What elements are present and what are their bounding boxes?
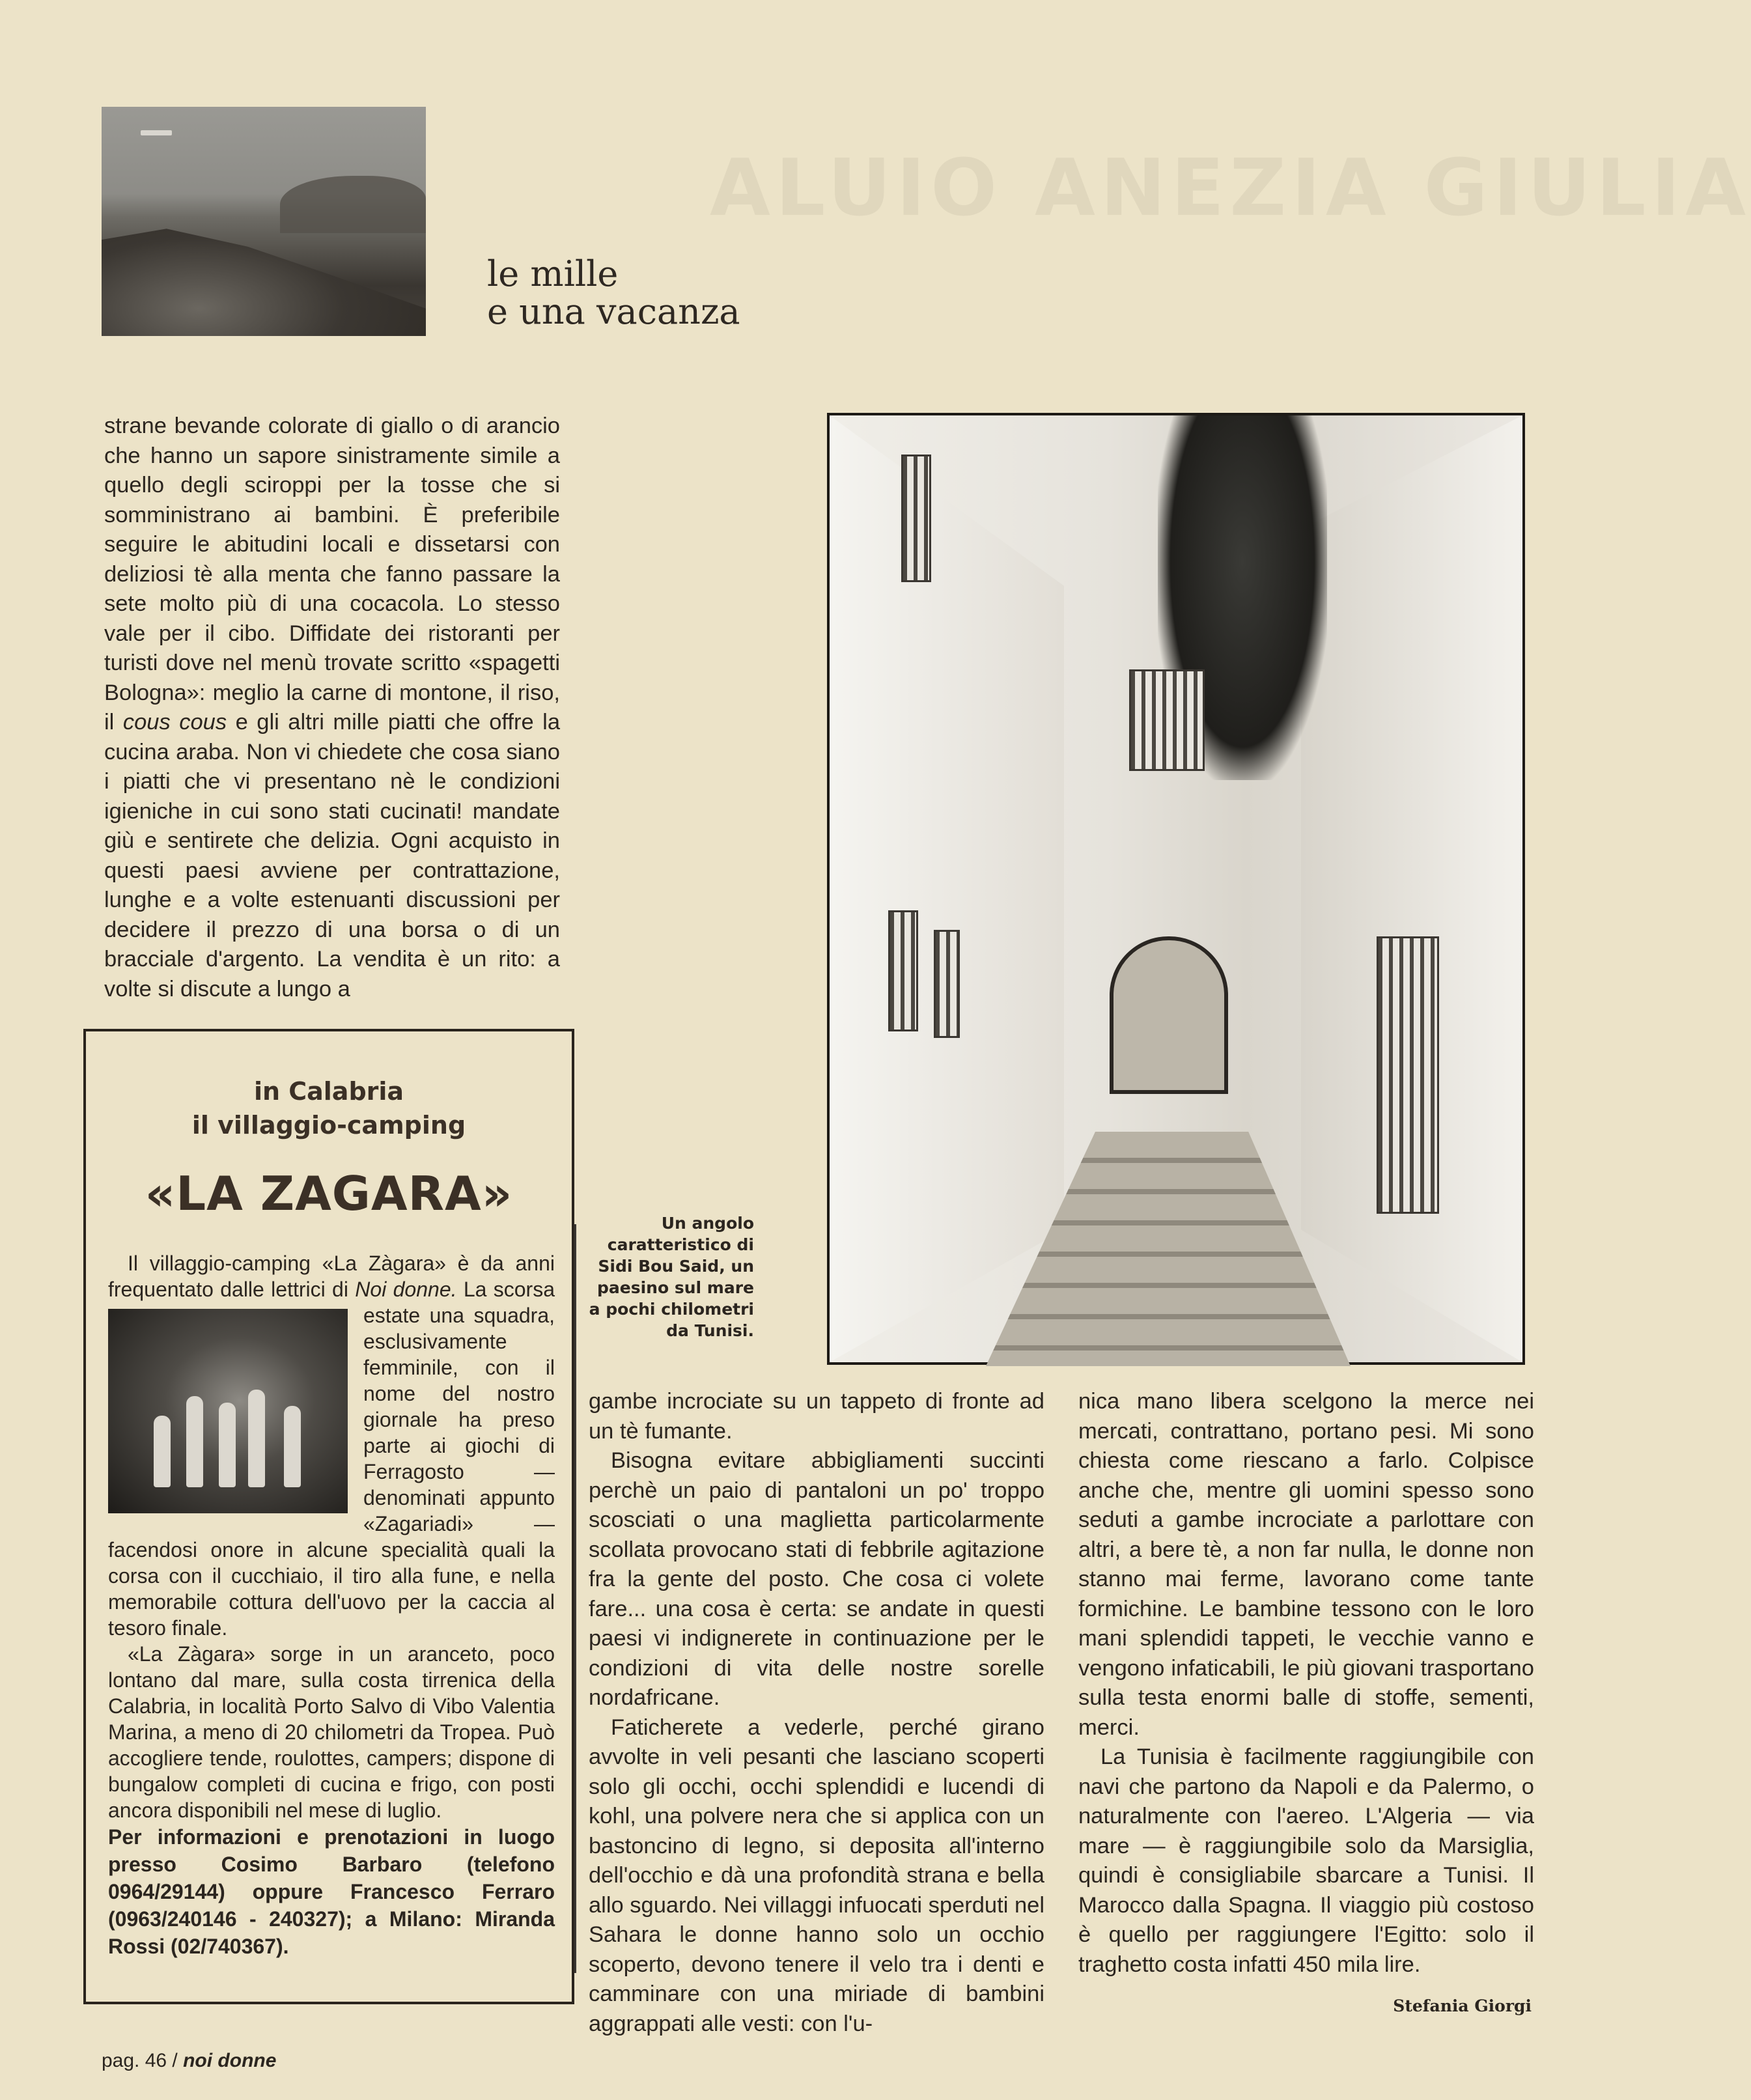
window-grille	[888, 910, 918, 1031]
emphasis: Noi donne.	[355, 1278, 457, 1301]
paragraph: gambe incrociate su un tappeto di fronte ad un tè fumante.	[589, 1389, 1044, 1444]
page-footer	[102, 2050, 276, 2072]
box-subtitle-2: il villaggio-camping	[191, 1111, 466, 1140]
left-text-column	[104, 412, 560, 1004]
figure-shape	[154, 1416, 171, 1487]
arched-door	[1110, 936, 1228, 1094]
paragraph: strane bevande colorate di giallo o di arancio che hanno un sapore sinistramente simile a quello degli sciroppi per la tosse che si somministrano ai bambini. È preferibile seguire le abitudini locali e dissetarsi con deliziosi tè alla menta che fanno passare la sete molto più di una cocacola. Lo stesso vale per il cibo. Diffidate dei ristoranti per turisti dove nel menù trovate scritto «spagetti Bologna»: meglio la carne di montone, il riso, il cous cous e gli altri mille piatti che offre la cucina araba. Non vi chiedete che cosa siano i piatti che vi presentano nè le condizioni igieniche in cui sono stati cucinati! mandate giù e sentirete che delizia. Ogni acquisto in questi paesi avviene per contrattazione, lunghe e a volte estenuanti discussioni per decidere il prezzo di una borsa o di un bracciale d'argento. La vendita è un rito: a volte si discute a lungo a	[104, 413, 560, 1001]
paragraph: «La Zàgara» sorge in un aranceto, poco lontano dal mare, sulla costa tirrenica della Calabria, in località Porto Salvo di Vibo Valentia Marina, a meno di 20 chilometri da Tropea. Può accogliere tende, roulottes, campers; dispone di bungalow completi di cucina e frigo, con posti ancora disponibili nel mese di luglio.	[108, 1642, 555, 1822]
article-headline	[487, 255, 813, 331]
column-divider	[574, 1224, 576, 1973]
wall-shape	[830, 415, 1064, 1362]
emphasis: cous cous	[122, 710, 227, 735]
bleed-through-text: ALUIO ANEZIA GIULIA	[710, 143, 1751, 234]
figure-shape	[219, 1403, 236, 1487]
window-grille	[1377, 936, 1439, 1214]
box-subtitle-1: in Calabria	[253, 1077, 404, 1106]
boat-shape	[141, 130, 172, 135]
magazine-brand: noi donne	[183, 2050, 277, 2071]
paragraph: Faticherete a vederle, perché girano avvolte in veli pesanti che lasciano scoperti solo gli occhi, occhi splendidi e lucendi di kohl, una polvere nera che si applica con un bastoncino di legno, si deposita all'interno dell'occhio e dà una profondità strana e bella allo sguardo. Nei villaggi infuocati sperduti nel Sahara le donne hanno solo un occhio scoperto, devono tenere il velo tra i denti e camminare con una miriade di bambini aggrappati alle vesti: con l'u-	[589, 1715, 1044, 2036]
figure-shape	[284, 1406, 301, 1487]
wall-shape	[1301, 415, 1522, 1362]
paragraph: Bisogna evitare abbigliamenti succinti perchè un paio di pantaloni un po' troppo scosciati o una maglietta particolarmente scollata provocano stati di febbrile agitazione fra la gente del posto. Che cosa ci volete fare... una cosa è certa: se andate in questi paesi vi indignerete in continuazione per le condizioni di vita delle nostre sorelle nordafricane.	[589, 1448, 1044, 1710]
photo-caption: Un angolo caratteristico di Sidi Bou Said, un paesino sul mare a pochi chilometri da Tunisi.	[589, 1214, 754, 1340]
camping-ad-box	[83, 1029, 574, 2004]
camping-girls-photo	[108, 1309, 348, 1513]
headline-line-1: le mille	[487, 253, 619, 294]
window-grille	[1129, 669, 1205, 771]
paragraph: La Tunisia è facilmente raggiungibile con navi che partono da Napoli e da Palermo, o naturalmente con l'aereo. L'Algeria — via mare — è raggiungibile solo da Marsiglia, quindi è consigliabile sbarcare a Tunisi. Il Marocco dalla Spagna. Il viaggio più costoso è quello per raggiungere l'Egitto: solo il traghetto costa infatti 450 mila lire.	[1078, 1744, 1534, 1977]
contact-info: Per informazioni e prenotazioni in luogo presso Cosimo Barbaro (telefono 0964/29144) oppure Francesco Ferraro (0963/240146 - 240327); a Milano: Miranda Rossi (02/740367).	[108, 1825, 555, 1958]
box-heading	[86, 1074, 572, 1223]
page-number: pag. 46 /	[102, 2050, 178, 2071]
middle-text-column	[589, 1387, 1044, 2039]
sea-rocks-photo	[102, 107, 426, 336]
paragraph: nica mano libera scelgono la merce nei mercati, contrattano, portano pesi. Mi sono chiesta come riescano a farlo. Colpisce anche che, mentre gli uomini spesso sono seduti a gambe incrociate a parlottare con altri, a bere tè, a non far nulla, le donne non stanno mai ferme, lavorano come tante formichine. Le bambine tessono con le loro mani splendidi tappeti, le vecchie vanno e vengono infaticabili, le più giovani trasportano sulla testa enormi balle di stoffe, sementi, merci.	[1078, 1389, 1534, 1740]
window-grille	[901, 455, 931, 582]
rock-shape	[280, 176, 426, 233]
figure-shape	[248, 1390, 265, 1487]
headline-line-2: e una vacanza	[487, 291, 740, 332]
figure-shape	[186, 1396, 203, 1487]
author-byline: Stefania Giorgi	[1393, 1996, 1532, 2015]
sidi-bou-said-street-photo	[827, 413, 1525, 1365]
window-grille	[934, 930, 960, 1038]
box-body	[108, 1250, 555, 1960]
box-title: «LA ZAGARA»	[145, 1166, 513, 1221]
right-text-column	[1078, 1387, 1534, 1980]
paragraph: Il villaggio-camping «La Zàgara» è da anni frequentato dalle lettrici di Noi donne. La scorsa estate una squadra, esclusivamente femminile, con il nome del nostro giornale ha preso parte ai giochi di Ferragosto — denominati appunto «Zagariadi» — facendosi onore in alcune specialità quali la corsa con il cucchiaio, il tiro alla fune, e nella memorabile cottura dell'uovo per la caccia al tesoro finale.	[108, 1252, 555, 1640]
